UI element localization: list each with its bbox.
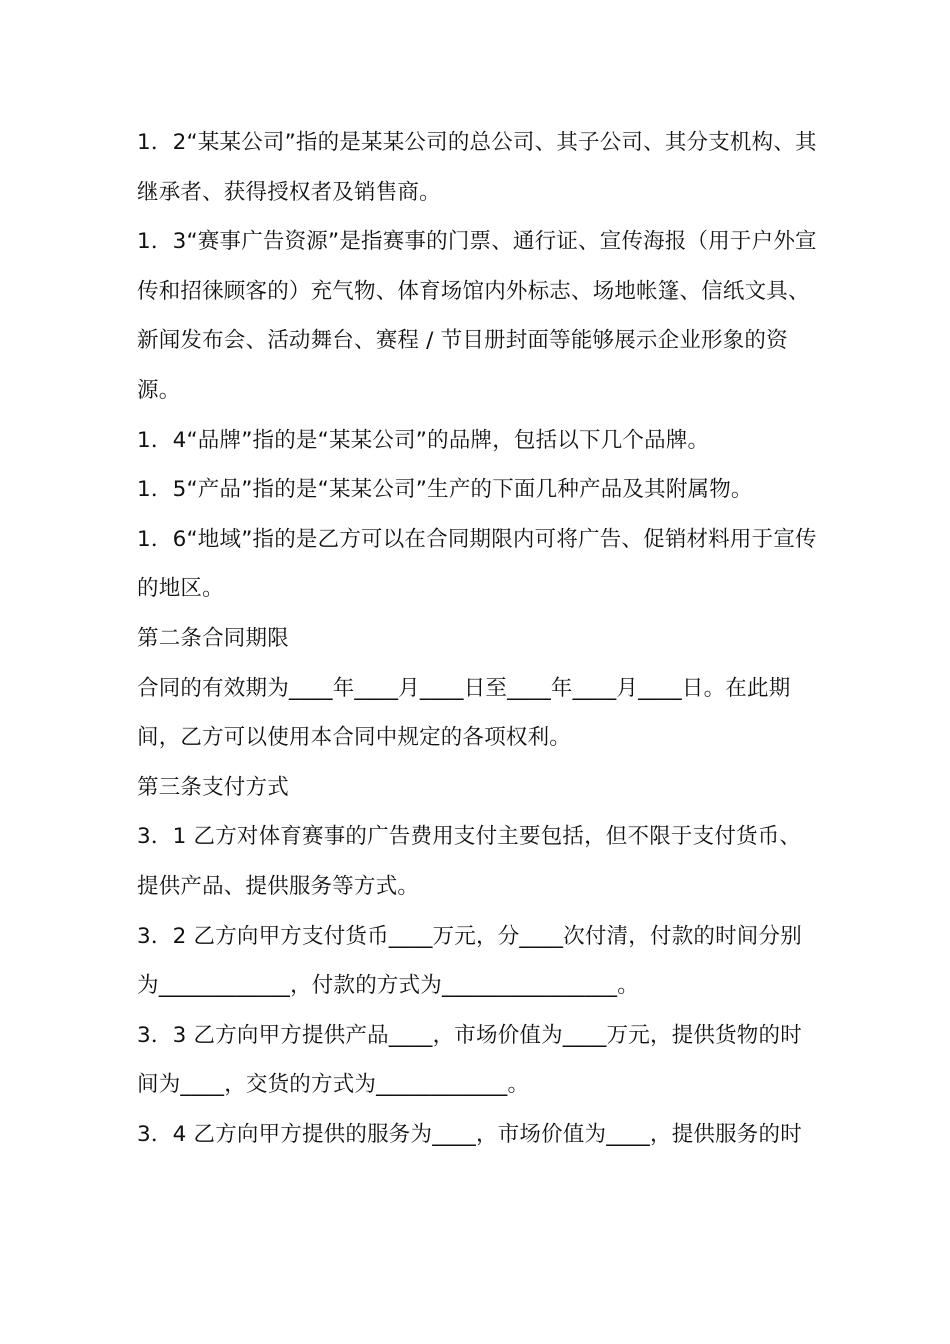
text-line: 1．2“某某公司”指的是某某公司的总公司、其子公司、其分支机构、其 bbox=[137, 130, 817, 155]
text-line: 1．5“产品”指的是“某某公司”生产的下面几种产品及其附属物。 bbox=[137, 477, 753, 503]
text-line: 3．2 乙方向甲方支付货币____万元，分____次付清，付款的时间分别 bbox=[137, 923, 802, 949]
document-body bbox=[137, 118, 827, 1159]
text-line: 新闻发布会、活动舞台、赛程 / 节目册封面等能够展示企业形象的资 bbox=[137, 328, 788, 354]
text-line: 1．3“赛事广告资源”是指赛事的门票、通行证、宣传海报（用于户外宣 bbox=[137, 229, 817, 255]
section-heading: 第二条合同期限 bbox=[137, 625, 289, 651]
text-line: 合同的有效期为____年____月____日至____年____月____日。在此期 bbox=[137, 675, 791, 701]
text-line: 继承者、获得授权者及销售商。 bbox=[137, 179, 441, 205]
text-line: 3．1 乙方对体育赛事的广告费用支付主要包括，但不限于支付货币、 bbox=[137, 824, 802, 850]
text-line: 为____________，付款的方式为________________。 bbox=[137, 973, 639, 999]
text-line: 传和招徕顾客的）充气物、体育场馆内外标志、场地帐篷、信纸文具、 bbox=[137, 278, 810, 304]
text-line: 3．3 乙方向甲方提供产品____，市场价值为____万元，提供货物的时 bbox=[137, 1022, 802, 1048]
text-line: 的地区。 bbox=[137, 576, 224, 602]
text-line: 间为____，交货的方式为____________。 bbox=[137, 1072, 530, 1098]
text-line: 提供产品、提供服务等方式。 bbox=[137, 873, 420, 899]
text-line: 3．4 乙方向甲方提供的服务为____，市场价值为____，提供服务的时 bbox=[137, 1121, 802, 1147]
text-line: 1．6“地域”指的是乙方可以在合同期限内可将广告、促销材料用于宣传 bbox=[137, 526, 817, 552]
section-heading: 第三条支付方式 bbox=[137, 774, 289, 800]
text-line: 间，乙方可以使用本合同中规定的各项权利。 bbox=[137, 725, 572, 751]
text-line: 1．4“品牌”指的是“某某公司”的品牌，包括以下几个品牌。 bbox=[137, 427, 710, 453]
text-line: 源。 bbox=[137, 377, 181, 403]
